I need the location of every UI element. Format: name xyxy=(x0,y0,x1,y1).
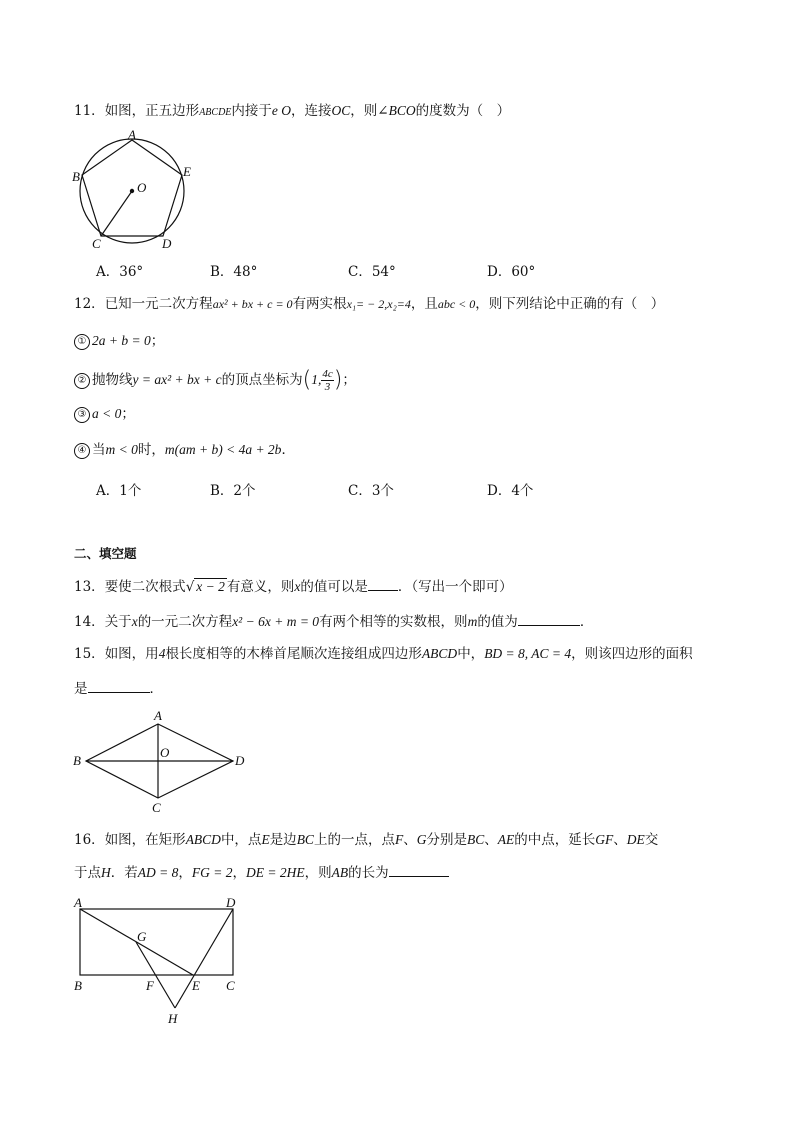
label-C: C xyxy=(92,236,101,250)
label-H: H xyxy=(168,1011,178,1026)
q15-rhombus-figure xyxy=(68,706,253,814)
label-F: F xyxy=(146,978,154,993)
q12-option-c[interactable]: C．3个 xyxy=(348,483,394,499)
label-A: A xyxy=(154,708,162,723)
q11-stem: 11．如图，正五边形ABCDE内接于e O，连接OC，则∠BCO的度数为（ ） xyxy=(74,103,511,119)
section-heading: 二、填空题 xyxy=(74,546,137,561)
label-E: E xyxy=(183,164,191,179)
q12-statement-3: ③ a < 0； xyxy=(74,405,135,423)
label-A: A xyxy=(128,128,136,142)
q11-option-d[interactable]: D．60° xyxy=(487,264,536,280)
q12-option-b[interactable]: B．2个 xyxy=(210,483,256,499)
q12-option-a[interactable]: A．1个 xyxy=(96,483,142,499)
label-B: B xyxy=(72,169,80,184)
label-E: E xyxy=(192,978,200,993)
q12-stem: 12．已知一元二次方程ax² + bx + c = 0有两实根x₁= − 2,x₂=4，且abc < 0，则下列结论中正确的有（ ） xyxy=(74,296,665,312)
q12-statement-2: ② 抛物线y = ax² + bx + c的顶点坐标为(1, $\frac{4c}{3}$ )； xyxy=(74,368,356,393)
vertex-fraction: $\frac{4c}{3}$ xyxy=(322,368,333,393)
q15-stem-line2: 是 ． xyxy=(74,678,163,698)
label-C: C xyxy=(152,800,161,814)
q11-option-c[interactable]: C．54° xyxy=(348,264,396,280)
label-B: B xyxy=(74,978,82,993)
label-B: B xyxy=(73,753,81,768)
q16-rectangle-figure xyxy=(70,893,250,1029)
label-G: G xyxy=(137,929,147,944)
q12-statement-1: ① 2a + b = 0； xyxy=(74,332,164,350)
q14-stem: 14．关于x的一元二次方程x² − 6x + m = 0有两个相等的实数根，则m的值为 ． xyxy=(74,611,593,631)
q16-stem-line1: 16．如图，在矩形ABCD中，点E是边BC上的一点，点F、G分别是BC、AE的中点，延长GF、DE交 xyxy=(74,832,659,848)
label-C: C xyxy=(226,978,235,993)
q14-answer-blank[interactable] xyxy=(518,611,580,626)
q15-stem-line1: 15．如图，用4根长度相等的木棒首尾顺次连接组成四边形ABCD中，BD = 8, AC = 4，则该四边形的面积 xyxy=(74,646,693,662)
q11-pentagon-figure xyxy=(70,128,200,250)
label-D: D xyxy=(226,895,236,910)
q13-answer-blank[interactable] xyxy=(368,576,398,591)
q16-stem-line2: 于点H．若AD = 8，FG = 2，DE = 2HE，则AB的长为 xyxy=(74,862,449,882)
label-O: O xyxy=(137,180,147,195)
q12-statement-4: ④ 当m < 0时，m(am + b) < 4a + 2b． xyxy=(74,441,295,459)
q11-option-b[interactable]: B．48° xyxy=(210,264,258,280)
label-D: D xyxy=(235,753,245,768)
q16-answer-blank[interactable] xyxy=(389,862,449,877)
q11-option-a[interactable]: A．36° xyxy=(96,264,144,280)
q15-answer-blank[interactable] xyxy=(88,678,150,693)
q13-stem: 13．要使二次根式√ x − 2 有意义，则x的值可以是 ．（写出一个即可） xyxy=(74,576,513,596)
q12-option-d[interactable]: D．4个 xyxy=(487,483,534,499)
label-D: D xyxy=(162,236,172,250)
label-O: O xyxy=(160,745,170,760)
label-A: A xyxy=(74,895,82,910)
